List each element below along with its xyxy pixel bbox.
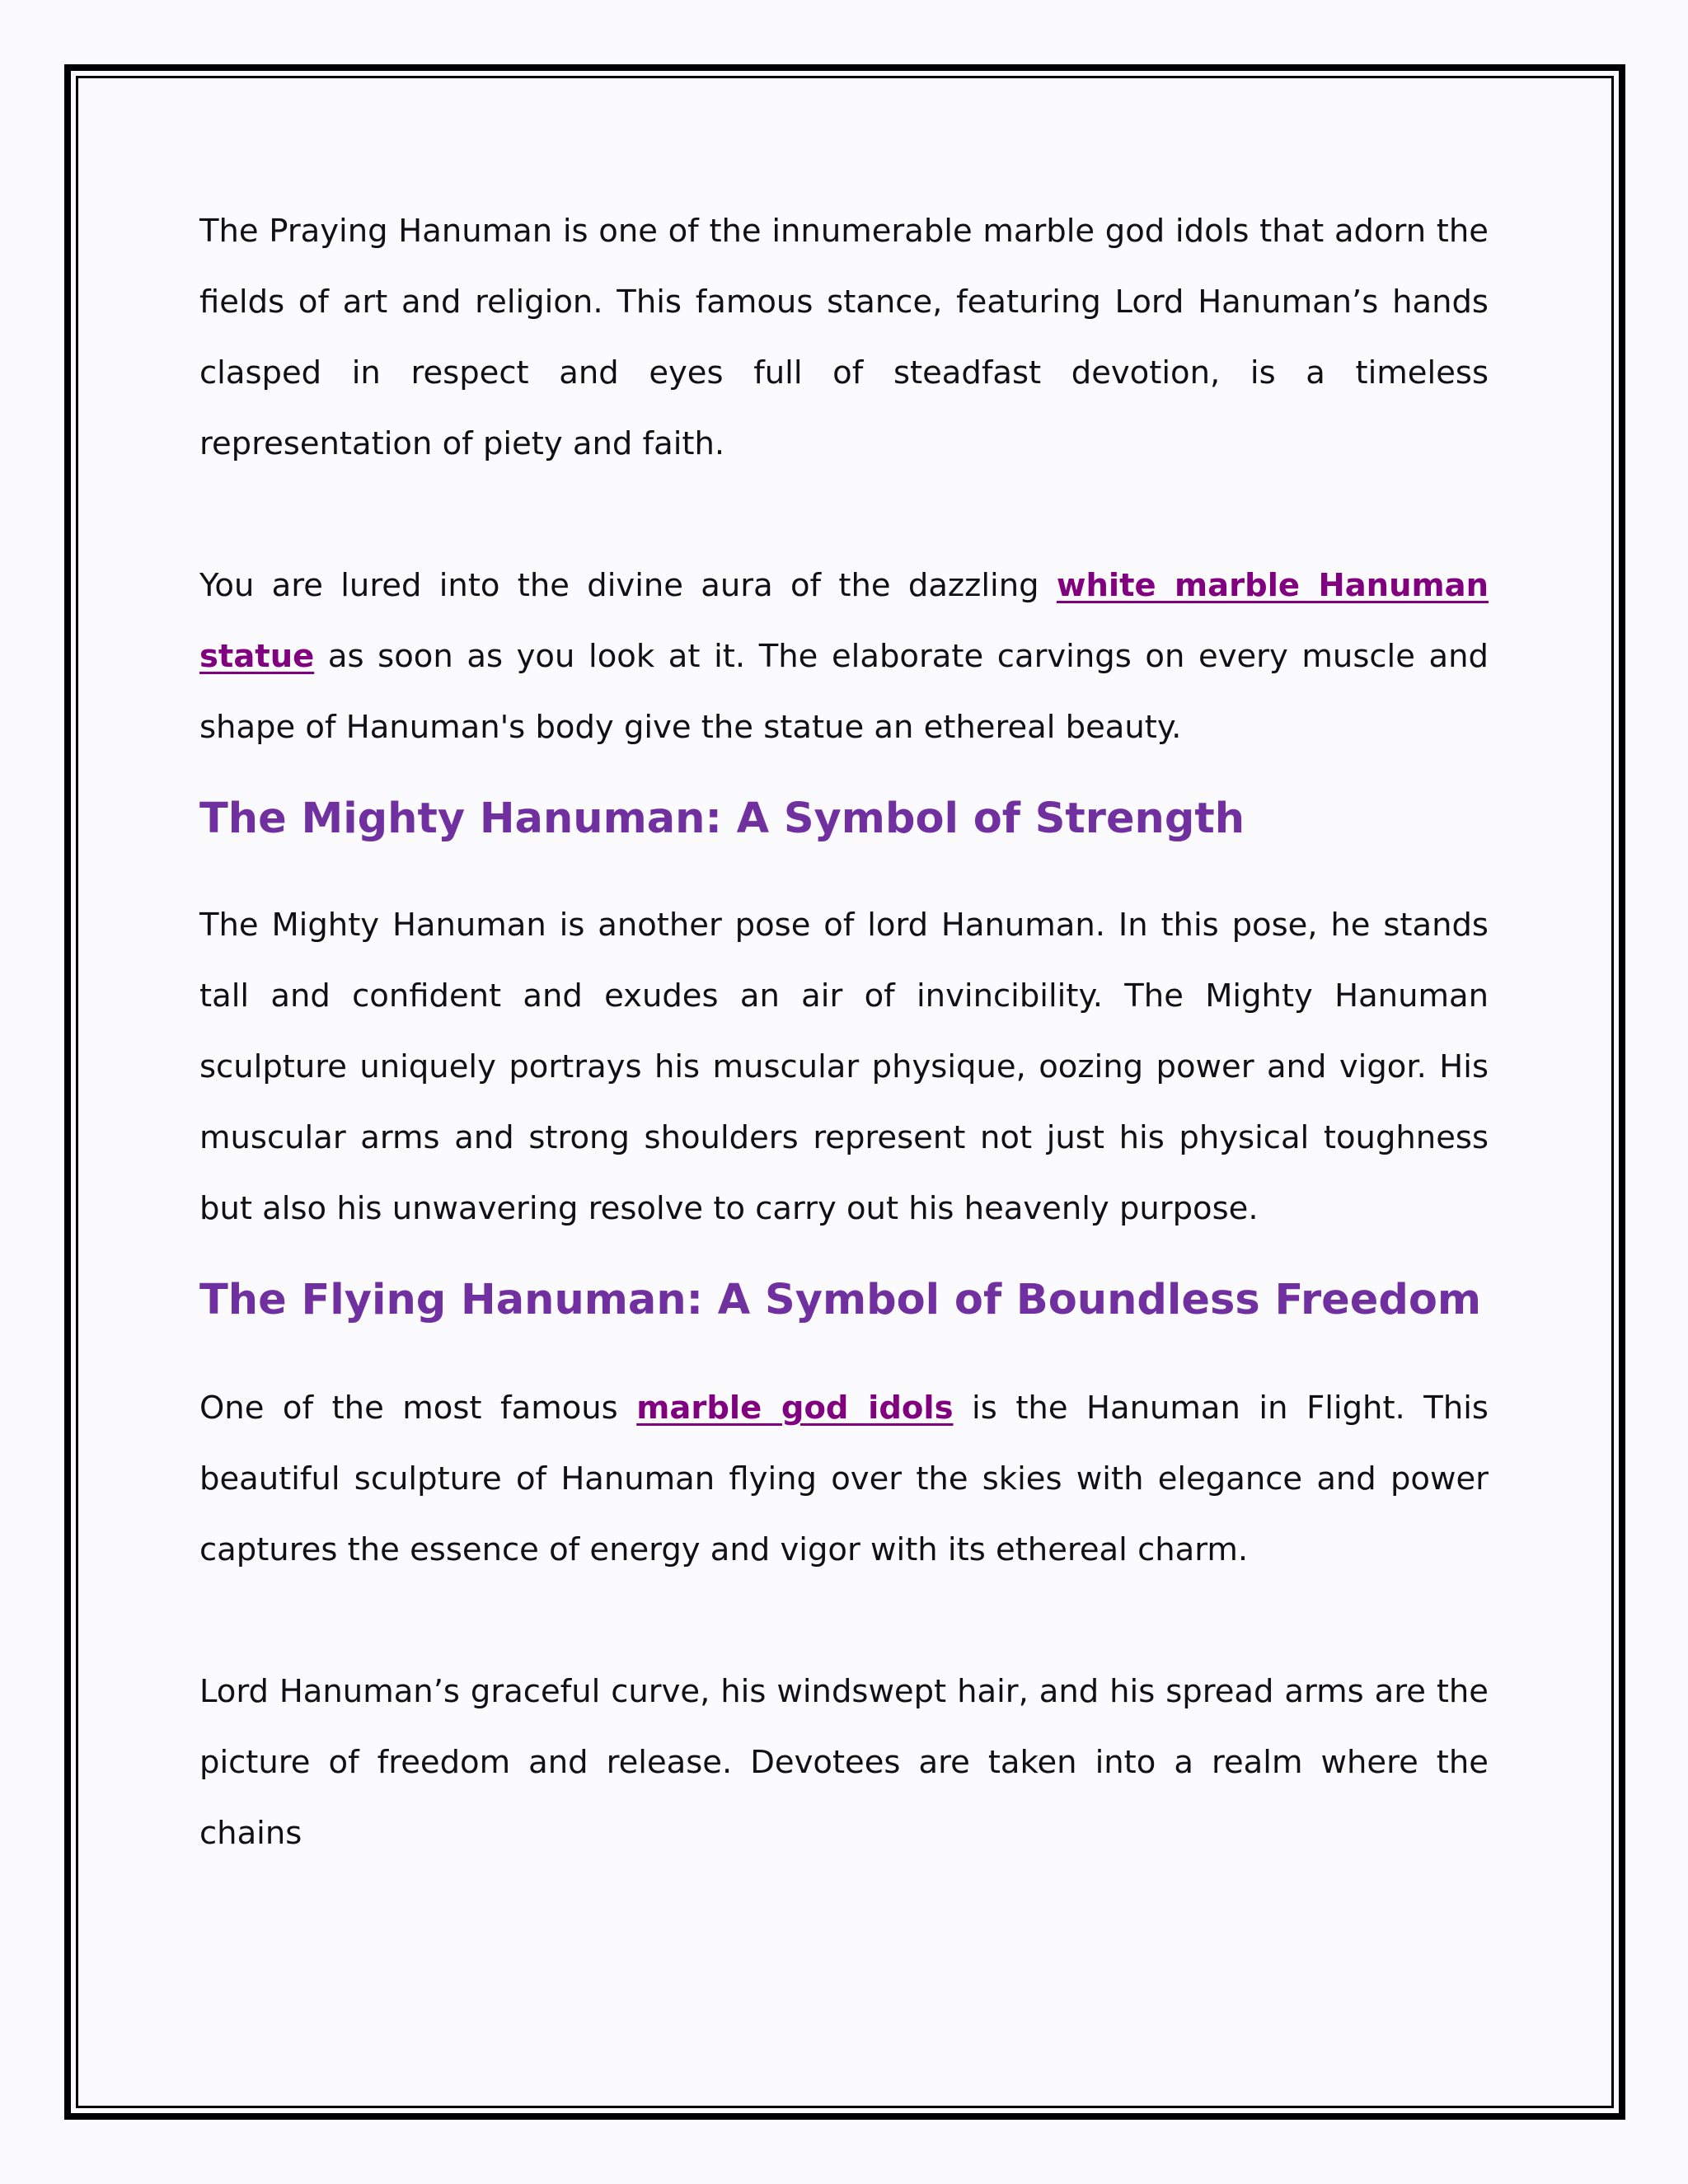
document-body <box>199 196 1489 1869</box>
paragraph-graceful-curve: Lord Hanuman’s graceful curve, his windswept hair, and his spread arms are the picture of freedom and release. Devotees are taken into a realm where the chains <box>199 1673 1489 1852</box>
white-marble-hanuman-statue-link[interactable]: white marble Hanuman statue <box>199 567 1489 675</box>
paragraph-hanuman-in-flight <box>199 1373 1489 1586</box>
paragraph-text: One of the most famous <box>199 1390 637 1427</box>
heading-mighty-hanuman: The Mighty Hanuman: A Symbol of Strength <box>199 794 1245 843</box>
paragraph-mighty-hanuman: The Mighty Hanuman is another pose of lord Hanuman. In this pose, he stands tall and confident and exudes an air of invincibility. The Mighty Hanuman sculpture uniquely portrays his muscular physique, oozing power and vigor. His muscular arms and strong shoulders represent not just his physical toughness but also his unwavering resolve to carry out his heavenly purpose. <box>199 907 1489 1227</box>
paragraph-praying-hanuman: The Praying Hanuman is one of the innumerable marble god idols that adorn the fields of art and religion. This famous stance, featuring Lord Hanuman’s hands clasped in respect and eyes full of steadfast devotion, is a timeless representation of piety and faith. <box>199 213 1489 462</box>
paragraph-text: You are lured into the divine aura of the dazzling <box>199 567 1057 604</box>
marble-god-idols-link[interactable]: marble god idols <box>636 1390 954 1427</box>
paragraph-text: is the Hanuman in Flight. This beautiful sculpture of Hanuman flying over the skies with elegance and power captures the essence of energy and vigor with its ethereal charm. <box>199 1390 1489 1568</box>
paragraph-text: as soon as you look at it. The elaborate carvings on every muscle and shape of Hanuman's body give the statue an ethereal beauty. <box>199 638 1489 746</box>
heading-flying-hanuman: The Flying Hanuman: A Symbol of Boundless Freedom <box>199 1276 1482 1324</box>
paragraph-white-marble-statue <box>199 551 1489 763</box>
